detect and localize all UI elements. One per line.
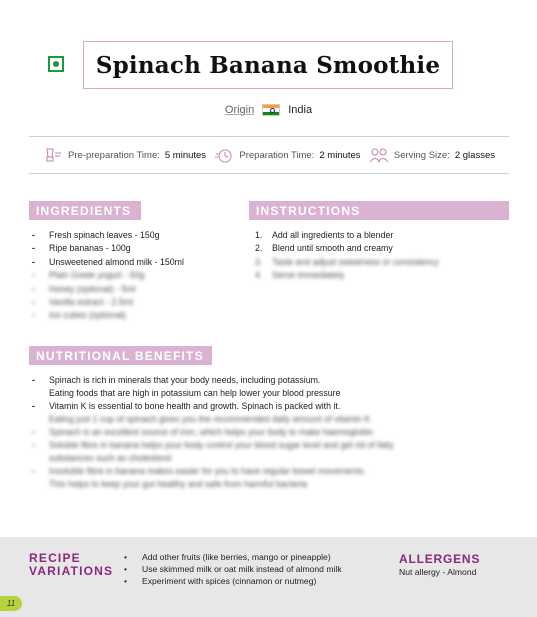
allergens-title: ALLERGENS [399, 552, 481, 566]
list-item: - Unsweetened almond milk - 150ml [29, 256, 239, 269]
instructions-list [252, 229, 509, 283]
list-item: • Use skimmed milk or oat milk instead of almond milk [122, 563, 342, 575]
serving-size-value: 2 glasses [454, 149, 495, 161]
cook-time-value: 2 minutes [319, 149, 361, 161]
serving-size [369, 147, 495, 163]
list-item [29, 374, 429, 400]
list-item [29, 400, 429, 426]
origin-value: India [288, 104, 313, 116]
instructions-heading [249, 201, 509, 220]
recipe-variations-title-line2: VARIATIONS [29, 564, 114, 578]
list-item: 1. Add all ingredients to a blender [255, 230, 394, 240]
list-item: 3. Taste and adjust sweetness or consistency [255, 256, 439, 267]
list-item [29, 426, 429, 439]
recipe-variations-list [122, 551, 342, 587]
prep-time [43, 147, 206, 163]
ingredients-heading-text: INGREDIENTS [36, 203, 132, 218]
title-box [83, 41, 453, 89]
cook-time [214, 147, 360, 163]
benefits-heading [29, 346, 212, 365]
instruction-text: Add all ingredients to a blender [272, 230, 394, 240]
india-flag-icon [262, 104, 280, 116]
origin-row [0, 104, 537, 116]
list-item: - Plain Greek yogurt - 50g [29, 269, 239, 282]
list-item: 2. Blend until smooth and creamy [255, 243, 393, 254]
time-bar [29, 136, 509, 174]
list-item: - Fresh spinach leaves - 150g [29, 229, 239, 242]
benefits-list [29, 374, 429, 491]
list-item: 4. Serve immediately [255, 270, 345, 281]
list-item [29, 439, 429, 465]
benefit-text: - Spinach is rich in minerals that your body needs, including potassium. [49, 375, 321, 385]
benefit-text: - Insoluble fibre in banana makes easier for you to have regular bowel movements. [49, 466, 366, 476]
list-item: • Add other fruits (like berries, mango or pineapple) [122, 551, 342, 563]
instruction-text: Blend until smooth and creamy [272, 243, 393, 254]
list-item [29, 465, 429, 491]
serving-size-label: Serving Size: [393, 149, 450, 161]
benefit-text: - Vitamin K is essential to bone health and growth. Spinach is packed with it. [49, 401, 341, 411]
list-item: - Honey (optional) - 5ml [29, 283, 239, 296]
recipe-variations-title-line1: RECIPE [29, 551, 81, 565]
ingredients-heading [29, 201, 141, 220]
prep-time-label: Pre-preparation Time: [68, 149, 160, 161]
origin-label: Origin [224, 104, 255, 116]
allergens-value: Nut allergy - Almond [399, 567, 477, 577]
instruction-text: Taste and adjust sweetness or consistency [272, 256, 439, 267]
veg-mark-icon [48, 56, 64, 72]
page-number: 11 [0, 596, 22, 611]
list-item: - Ice cubes (optional) [29, 309, 239, 322]
prep-time-value: 5 minutes [164, 149, 207, 161]
blender-icon [43, 147, 63, 163]
list-item: • Experiment with spices (cinnamon or nutmeg) [122, 575, 342, 587]
benefit-text: Eating just 1 cup of spinach gives you the recommended daily amount of vitamin K [49, 414, 371, 424]
benefit-text: This helps to keep your gut healthy and safe from harmful bacteria [49, 479, 308, 489]
benefit-text: substances such as cholesterol [49, 453, 172, 463]
benefits-heading-text: NUTRITIONAL BENEFITS [36, 348, 204, 363]
instructions-heading-text: INSTRUCTIONS [256, 203, 361, 218]
people-icon [369, 147, 389, 163]
page-title: Spinach Banana Smoothie [95, 51, 441, 79]
benefit-text: - Soluble fibre in banana helps your body control your blood sugar level and get rid of fatty [49, 440, 394, 450]
list-item: - Vanilla extract - 2.5ml [29, 296, 239, 309]
ingredients-list [29, 229, 239, 323]
recipe-variations-title [29, 552, 113, 578]
cook-time-label: Preparation Time: [239, 149, 315, 161]
benefit-text: - Spinach is an excellent source of iron, which helps your body to make haemoglobin [49, 427, 374, 437]
list-item: - Ripe bananas - 100g [29, 242, 239, 255]
instruction-text: Serve immediately [272, 270, 345, 281]
timer-icon [214, 147, 234, 163]
benefit-text: Eating foods that are high in potassium can help lower your blood pressure [49, 388, 341, 398]
